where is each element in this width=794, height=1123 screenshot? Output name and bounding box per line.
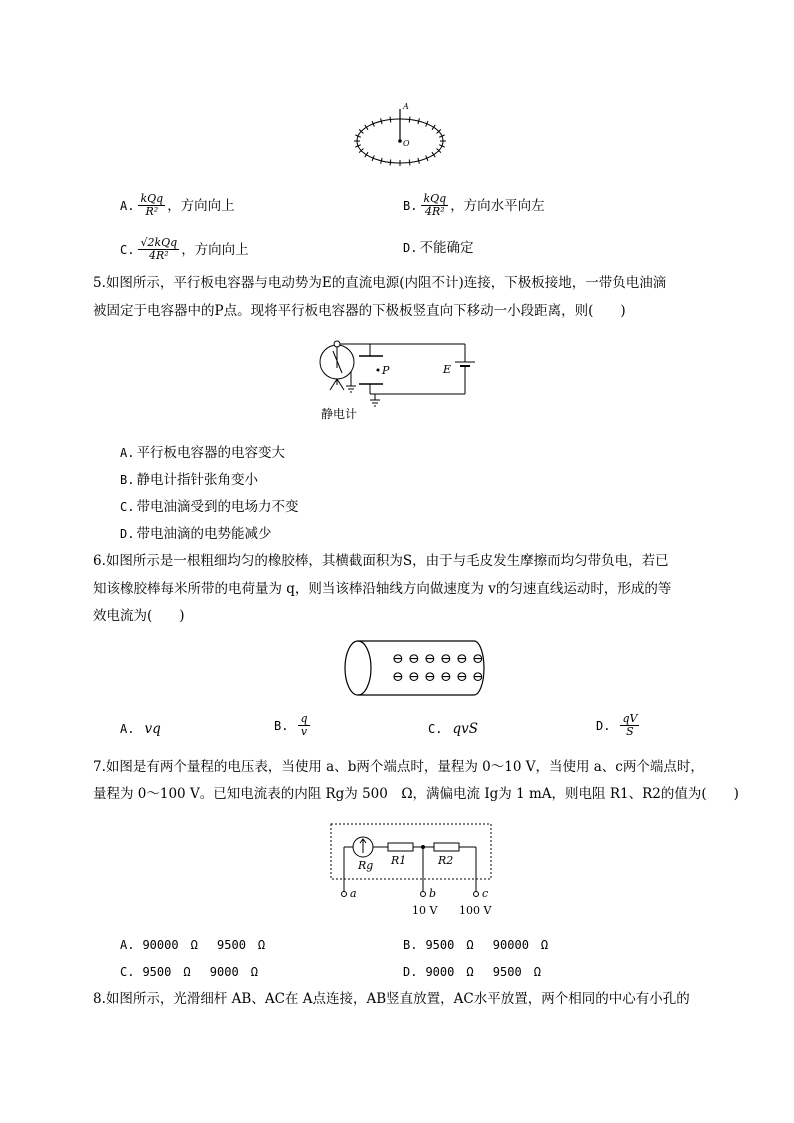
option-label: C. bbox=[428, 722, 443, 736]
option-label: A. bbox=[120, 722, 135, 736]
ring-charge-tick bbox=[409, 159, 410, 165]
q7-label-10v: 10 V bbox=[412, 904, 438, 917]
q4-label-o: O bbox=[403, 139, 410, 148]
q6-stem-line-1: 6.如图所示是一根粗细均匀的橡胶棒，其横截面积为S，由于与毛皮发生摩擦而均匀带负电，若已 bbox=[93, 553, 669, 569]
option-label: B. bbox=[274, 718, 289, 733]
q7-label-r2: R2 bbox=[438, 854, 454, 867]
q7-option-d bbox=[403, 963, 541, 981]
q5-label-e: E bbox=[443, 363, 452, 376]
option-label: D. bbox=[403, 965, 418, 979]
option-text: 9500 Ω 90000 Ω bbox=[425, 938, 549, 952]
q7-label-c: c bbox=[482, 887, 489, 900]
negative-charge-icon: ⊖ bbox=[472, 669, 484, 685]
negative-charge-icon: ⊖ bbox=[440, 651, 452, 667]
q6-stem-line-3: 效电流为( ) bbox=[93, 608, 185, 624]
negative-charge-icon: ⊖ bbox=[472, 651, 484, 667]
option-text: ，方向向上 bbox=[181, 241, 249, 258]
q4-option-a bbox=[120, 193, 235, 218]
q4-label-a: A bbox=[403, 102, 409, 111]
q6-option-d bbox=[596, 713, 641, 738]
q5-stem-line-2: 被固定于电容器中的P点。现将平行板电容器的下极板竖直向下移动一小段距离，则( ) bbox=[93, 303, 626, 319]
q7-label-rg: Rg bbox=[358, 859, 374, 872]
option-label: A. bbox=[120, 938, 135, 952]
option-text: 9000 Ω 9500 Ω bbox=[425, 965, 541, 979]
negative-charge-icon: ⊖ bbox=[424, 669, 436, 685]
option-text: qvS bbox=[452, 721, 478, 737]
q5-option-d bbox=[120, 525, 271, 543]
option-fraction: $\frac{\text{kQq}}{\text{4R²}}$ bbox=[423, 192, 447, 218]
option-fraction: $\frac{q}{v}$ bbox=[300, 712, 308, 738]
option-label: C. bbox=[120, 500, 135, 514]
option-label: B. bbox=[403, 938, 418, 952]
ring-charge-tick bbox=[390, 117, 391, 123]
negative-charge-icon: ⊖ bbox=[440, 669, 452, 685]
option-label: A. bbox=[120, 198, 135, 213]
option-text: ，方向水平向左 bbox=[450, 197, 545, 214]
q7-label-r1: R1 bbox=[391, 854, 407, 867]
option-text: 9500 Ω 9000 Ω bbox=[142, 965, 258, 979]
q7-label-a: a bbox=[350, 887, 357, 900]
q7-circuit-figure bbox=[328, 822, 498, 922]
q5-capacitor-figure bbox=[315, 336, 480, 426]
q5-label-p: P bbox=[382, 364, 390, 377]
option-text: 带电油滴受到的电场力不变 bbox=[136, 499, 299, 515]
ring-charge-tick bbox=[432, 152, 435, 157]
negative-charge-icon: ⊖ bbox=[408, 651, 420, 667]
option-label: C. bbox=[120, 965, 135, 979]
q4-option-d bbox=[403, 239, 473, 257]
q5-figure-caption: 静电计 bbox=[321, 407, 358, 421]
option-label: D. bbox=[596, 718, 611, 733]
ring-charge-tick bbox=[432, 125, 435, 130]
option-text: ，方向向上 bbox=[167, 197, 235, 214]
option-fraction: $\frac{qV}{S}$ bbox=[622, 712, 638, 738]
q6-option-c bbox=[428, 720, 478, 738]
q5-option-b bbox=[120, 471, 258, 489]
ring-charge-tick bbox=[418, 118, 419, 124]
option-text: 平行板电容器的电容变大 bbox=[136, 445, 285, 461]
ring-charge-tick bbox=[365, 125, 368, 130]
q7-option-c bbox=[120, 963, 258, 981]
negative-charge-icon: ⊖ bbox=[408, 669, 420, 685]
q7-stem-line-2: 量程为 0～100 V。已知电流表的内阻 Rg为 500 Ω，满偏电流 Ig为 1 mA，则电阻 R1、R2的值为( ) bbox=[93, 786, 739, 802]
q8-stem-line-1: 8.如图所示，光滑细杆 AB、AC在 A点连接，AB竖直放置，AC水平放置，两个相同的中心有小孔的 bbox=[93, 991, 690, 1007]
q4-option-c bbox=[120, 237, 249, 262]
ring-charge-tick bbox=[409, 117, 410, 123]
option-label: D. bbox=[120, 527, 135, 541]
ring-charge-tick bbox=[418, 158, 419, 164]
q5-option-c bbox=[120, 498, 298, 516]
option-label: D. bbox=[403, 241, 418, 255]
q6-option-a bbox=[120, 720, 161, 738]
q7-label-b: b bbox=[429, 887, 437, 900]
option-text: 不能确定 bbox=[419, 240, 474, 256]
q5-stem-line-1: 5.如图所示，平行板电容器与电动势为E的直流电源(内阻不计)连接，下极板接地，一带负电油滴 bbox=[93, 275, 667, 291]
q4-ring-figure bbox=[345, 96, 455, 176]
option-label: B. bbox=[120, 473, 135, 487]
option-text: 90000 Ω 9500 Ω bbox=[142, 938, 266, 952]
q6-stem-line-2: 知该橡胶棒每米所带的电荷量为 q，则当该棒沿轴线方向做速度为 v的匀速直线运动时，形成的等 bbox=[93, 581, 672, 597]
option-label: A. bbox=[120, 446, 135, 460]
ring-charge-tick bbox=[365, 152, 368, 157]
q7-label-100v: 100 V bbox=[459, 904, 492, 917]
ring-charge-tick bbox=[381, 158, 382, 164]
option-text: vq bbox=[144, 721, 161, 737]
option-label: B. bbox=[403, 198, 418, 213]
negative-charge-icon: ⊖ bbox=[424, 651, 436, 667]
option-text: 带电油滴的电势能减少 bbox=[136, 526, 272, 542]
negative-charge-icon: ⊖ bbox=[392, 669, 404, 685]
q4-option-b bbox=[403, 193, 545, 218]
q7-option-a bbox=[120, 936, 265, 954]
option-label: C. bbox=[120, 242, 135, 257]
negative-charge-icon: ⊖ bbox=[456, 669, 468, 685]
q6-option-b bbox=[274, 713, 312, 738]
negative-charge-icon: ⊖ bbox=[456, 651, 468, 667]
q5-option-a bbox=[120, 444, 285, 462]
q7-stem-line-1: 7.如图是有两个量程的电压表，当使用 a、b两个端点时，量程为 0～10 V，当使用 a、c两个端点时， bbox=[93, 759, 704, 775]
q6-rod-figure bbox=[336, 638, 486, 698]
ring-charge-tick bbox=[390, 159, 391, 165]
option-text: 静电计指针张角变小 bbox=[136, 472, 258, 488]
q7-option-b bbox=[403, 936, 548, 954]
ring-charge-tick bbox=[381, 118, 382, 124]
option-fraction: $\frac{\text{√2kQq}}{\text{4R²}}$ bbox=[140, 236, 178, 262]
option-fraction: $\frac{\text{kQq}}{\text{R²}}$ bbox=[140, 192, 164, 218]
negative-charge-icon: ⊖ bbox=[392, 651, 404, 667]
